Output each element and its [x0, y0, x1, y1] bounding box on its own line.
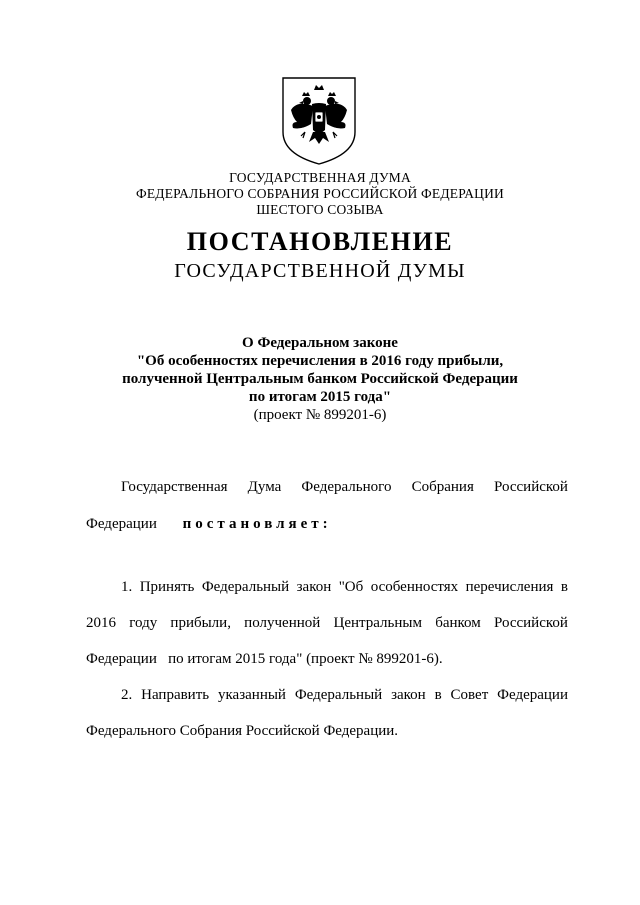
item2-line-1 — [121, 686, 568, 704]
item1-word: перечисления — [465, 579, 554, 595]
subject-line-1: О Федеральном законе — [242, 335, 398, 351]
item2-word: закон — [391, 687, 426, 703]
intro-word: Российской — [494, 479, 568, 495]
item2-word: Совет — [450, 687, 489, 703]
intro-line-1 — [121, 478, 568, 496]
item2-word: Федерации — [497, 687, 568, 703]
issuer-line-duma: ГОСУДАРСТВЕННАЯ ДУМА — [229, 170, 411, 185]
item1-line-1 — [121, 578, 568, 596]
item1-word: Принять — [139, 579, 195, 595]
double-headed-eagle-icon — [279, 74, 359, 166]
item1-word: 2016 — [86, 615, 116, 631]
item1-word: Федеральный — [201, 579, 290, 595]
item1-word: банком — [435, 615, 481, 631]
item1-word: Центральным — [333, 615, 422, 631]
subject-line-4: по итогам 2015 года" — [248, 389, 392, 405]
item1-word: "Об — [338, 579, 364, 595]
issuer-line-convocation: ШЕСТОГО СОЗЫВА — [256, 202, 384, 217]
intro-line-2 — [86, 515, 332, 533]
intro-word: Федерального — [301, 479, 392, 495]
item1-word: Российской — [493, 615, 568, 631]
intro-word: Государственная — [121, 479, 228, 495]
item1-word: полученной — [244, 615, 321, 631]
subject-line-2: "Об особенностях перечисления в 2016 году прибыли, — [136, 353, 504, 369]
intro-word: Собрания — [411, 479, 474, 495]
document-subtitle: ГОСУДАРСТВЕННОЙ ДУМЫ — [174, 260, 466, 282]
item2-word: 2. — [121, 687, 133, 703]
item1-word: особенностях — [370, 579, 459, 595]
item2-word: Направить — [141, 687, 210, 703]
resolves-word: постановляет: — [182, 516, 332, 532]
item1-word: закон — [296, 579, 332, 595]
document-title: ПОСТАНОВЛЕНИЕ — [186, 227, 454, 256]
item1-line-2 — [86, 614, 568, 632]
item1-word: в — [560, 579, 568, 595]
item2-word: указанный — [217, 687, 286, 703]
item1-word: 1. — [121, 579, 133, 595]
subject-line-3: полученной Центральным банком Российской Федерации — [122, 371, 518, 387]
item1-word: году — [129, 615, 158, 631]
issuer-line-assembly: ФЕДЕРАЛЬНОГО СОБРАНИЯ РОССИЙСКОЙ ФЕДЕРАЦИИ — [136, 186, 504, 201]
item1-word: прибыли, — [170, 615, 231, 631]
item1-line-3: Федерации по итогам 2015 года" (проект № 899201-6). — [86, 651, 443, 667]
intro-word: Дума — [247, 479, 282, 495]
item2-word: Федеральный — [294, 687, 383, 703]
item2-line-2: Федерального Собрания Российской Федерации. — [86, 723, 399, 739]
coat-of-arms-emblem — [279, 74, 359, 166]
item2-word: в — [434, 687, 442, 703]
intro-federation: Федерации — [86, 516, 157, 532]
bill-number: (проект № 899201-6) — [253, 407, 387, 423]
